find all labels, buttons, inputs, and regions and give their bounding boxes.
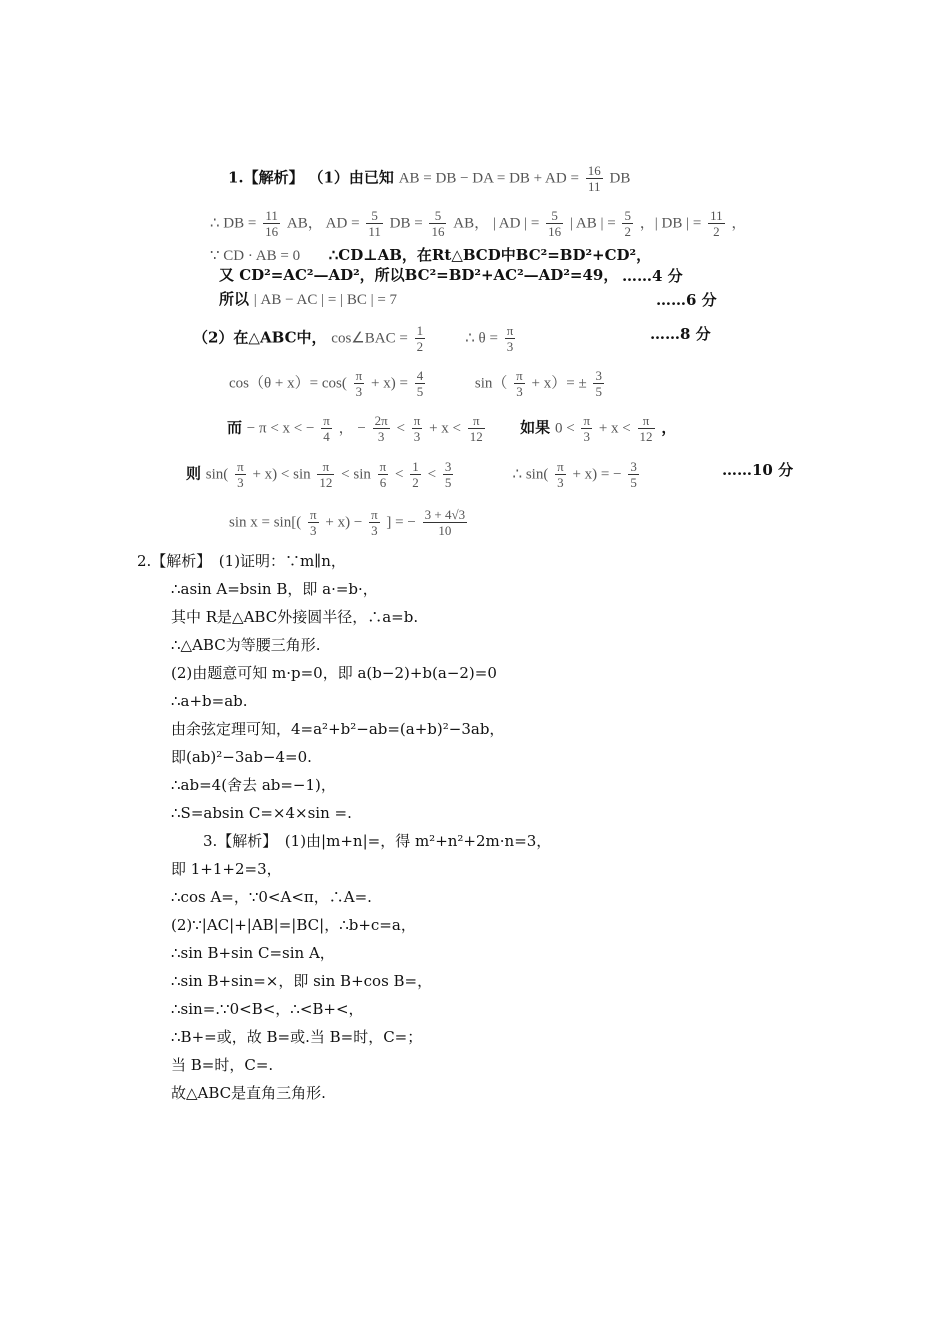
s3-line-2: ∴cos A=，∵0<A<π，∴A=. bbox=[171, 888, 372, 906]
s2-line-8: ∴ab=4(舍去 ab=−1)， bbox=[171, 776, 336, 794]
s1-line-3: ∵ CD · AB = 0 ∴CD⊥AB，在Rt△BCD中BC²=BD²+CD²， bbox=[210, 246, 652, 264]
s2-line-3: ∴△ABC为等腰三角形. bbox=[171, 636, 321, 654]
score-8: ……8 分 bbox=[650, 325, 711, 343]
s3-line-3: (2)∵|AC|+|AB|=|BC|，∴b+c=a， bbox=[171, 916, 416, 934]
s1-heading: 1.【解析】 bbox=[228, 168, 304, 187]
s3-line-6: ∴sin=.∵0<B<，∴<B+<， bbox=[171, 1000, 364, 1018]
s3-line-9: 故△ABC是直角三角形. bbox=[171, 1084, 326, 1102]
s2-line-7: 即(ab)²−3ab−4=0. bbox=[171, 748, 312, 766]
s3-line-5: ∴sin B+sin=×，即 sin B+cos B=， bbox=[171, 972, 433, 990]
s1-line-5: 所以 | AB − AC | = | BC | = 7 bbox=[219, 290, 398, 308]
s1-line-6: （2）在△ABC中， cos∠BAC = $\frac{1}{2}$ ∴ θ = $\frac{\pi}{3}$ bbox=[193, 323, 514, 354]
s2-line-2: 其中 R是△ABC外接圆半径，∴a=b. bbox=[171, 608, 419, 626]
score-4: ……4 分 bbox=[622, 267, 683, 285]
s2-line-0: 2.【解析】 (1)证明：∵m∥n， bbox=[137, 552, 346, 570]
score-10: ……10 分 bbox=[722, 461, 794, 479]
s2-line-5: ∴a+b=ab. bbox=[171, 692, 248, 710]
s3-line-7: ∴B+=或，故 B=或.当 B=时，C=； bbox=[171, 1028, 423, 1046]
s1-line-2: ∴ DB = $\frac{11}{16}$ AB， AD = $\frac{5}{11}$ DB = $\frac{5}{16}$ AB， | AD | = $\frac{5}{16}$ | AB | = $\frac{5}{2}$ ，| DB | = $\frac{11}{2}$ ， bbox=[210, 208, 747, 239]
s3-line-1: 即 1+1+2=3， bbox=[171, 860, 282, 878]
s1-line-7: cos（θ + x）= cos( $\frac{\pi}{3}$ + x) = $\frac{4}{5}$ sin（ $\frac{\pi}{3}$ + x）= ± $\frac{3}{5}$ bbox=[229, 368, 602, 399]
score-6: ……6 分 bbox=[656, 291, 717, 309]
s1-line-9: 则 sin( $\frac{\pi}{3}$ + x) < sin $\frac{\pi}{12}$ < sin $\frac{\pi}{6}$ < $\frac{1}{2}$ < $\frac{3}{5}$ ∴ sin( $\frac{\pi}{3}$ + x) = − $\frac{3}{5}$ bbox=[186, 459, 637, 490]
s3-line-4: ∴sin B+sin C=sin A， bbox=[171, 944, 335, 962]
s1-line-8: 而 − π < x < − $\frac{\pi}{4}$ ， − $\frac{2\pi}{3}$ < $\frac{\pi}{3}$ + x < $\frac{\pi}{12}$ 如果 0 < $\frac{\pi}{3}$ + x < $\frac{\pi}{12}$ ， bbox=[227, 413, 677, 444]
s2-line-1: ∴asin A=bsin B，即 a·=b·， bbox=[171, 580, 378, 598]
s2-line-9: ∴S=absin C=×4×sin =. bbox=[171, 804, 352, 822]
s2-line-4: (2)由题意可知 m·p=0，即 a(b−2)+b(a−2)=0 bbox=[171, 664, 497, 682]
s1-line-4: 又 CD²=AC²—AD²，所以BC²=BD²+AC²—AD²=49， bbox=[219, 266, 619, 284]
s1-line-1: 1.【解析】 （1）由已知 AB = DB − DA = DB + AD = $\frac{16}{11}$ DB bbox=[228, 163, 631, 194]
s3-line-8: 当 B=时，C=. bbox=[171, 1056, 274, 1074]
s2-line-6: 由余弦定理可知，4=a²+b²−ab=(a+b)²−3ab， bbox=[171, 720, 505, 738]
s1-line-10: sin x = sin[( $\frac{\pi}{3}$ + x) − $\frac{\pi}{3}$ ] = − $\frac{3 + 4√3}{10}$ bbox=[229, 507, 466, 538]
s3-line-0: 3.【解析】 (1)由|m+n|=，得 m²+n²+2m·n=3， bbox=[203, 832, 552, 850]
